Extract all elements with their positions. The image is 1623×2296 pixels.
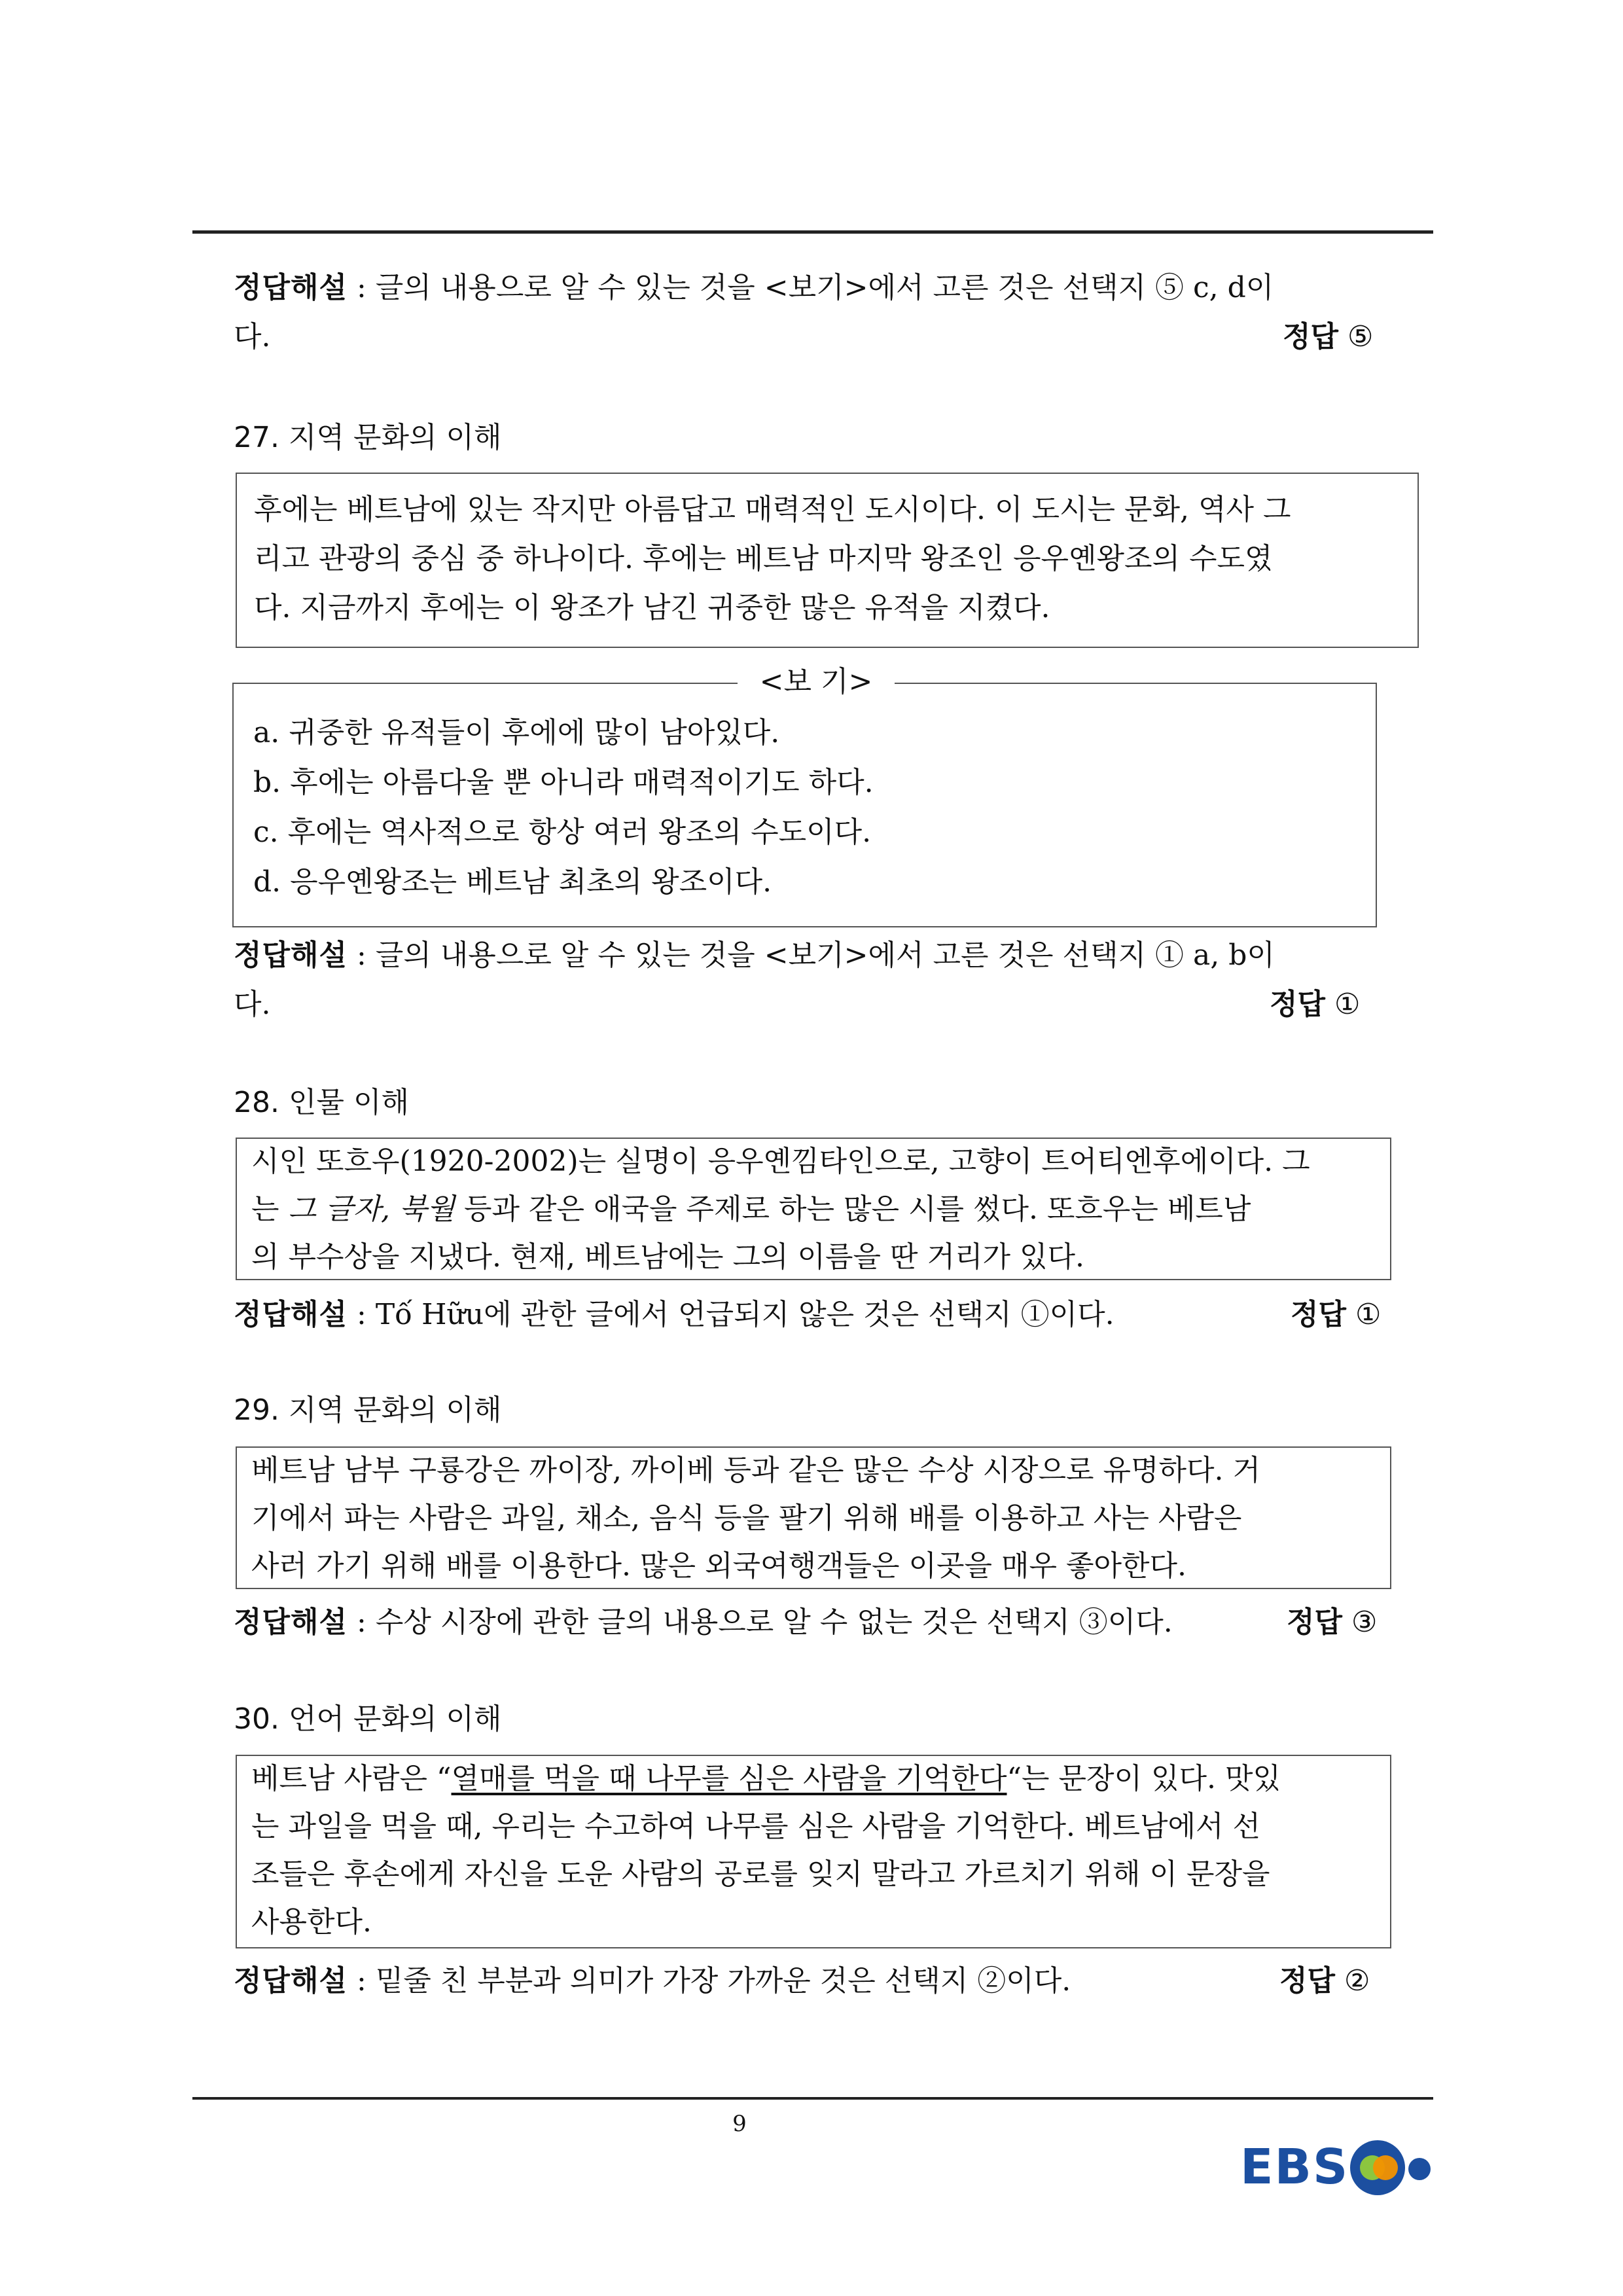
q29-passage-line: 사러 가기 위해 배를 이용한다. 많은 외국여행객들은 이곳을 매우 좋아한다. (251, 1549, 1186, 1583)
q30-passage-line: 베트남 사람은 “열매를 먹을 때 나무를 심은 사람을 기억한다“는 문장이 있다. 맛있 (251, 1762, 1281, 1795)
q27-passage-line: 다. 지금까지 후에는 이 왕조가 남긴 귀중한 많은 유적을 지켰다. (254, 591, 1050, 624)
bogi-option-c: c. 후에는 역사적으로 항상 여러 왕조의 수도이다. (253, 816, 872, 849)
bogi-option-d: d. 응우옌왕조는 베트남 최초의 왕조이다. (253, 865, 772, 899)
bogi-option-a: a. 귀중한 유적들이 후에에 많이 남아있다. (253, 716, 780, 749)
explanation-label: 정답해설 (234, 1605, 348, 1639)
underlined-proverb: 열매를 먹을 때 나무를 심은 사람을 기억한다 (451, 1762, 1007, 1795)
q28-passage-line: 의 부수상을 지냈다. 현재, 베트남에는 그의 이름을 딴 거리가 있다. (251, 1240, 1084, 1274)
bogi-option-b: b. 후에는 아름다울 뿐 아니라 매력적이기도 하다. (253, 766, 874, 799)
q29-explanation: 정답해설 : 수상 시장에 관한 글의 내용으로 알 수 없는 것은 선택지 ③이다. (234, 1605, 1173, 1639)
q27-bogi-box (232, 665, 1377, 927)
q29-passage-line: 베트남 남부 구룡강은 까이장, 까이베 등과 같은 많은 수상 시장으로 유명하다. 거 (251, 1454, 1260, 1487)
q28-answer: 정답 ① (1291, 1298, 1382, 1331)
explanation-label: 정답해설 (234, 1964, 348, 1998)
explanation-label: 정답해설 (234, 939, 348, 972)
ebs-logo (1240, 2135, 1456, 2200)
q27-answer: 정답 ① (1270, 988, 1361, 1021)
q30-passage-line: 사용한다. (251, 1905, 372, 1939)
q30-passage-box (236, 1755, 1391, 1948)
explanation-label: 정답해설 (234, 1298, 348, 1331)
q29-passage-box (236, 1446, 1391, 1589)
q26-answer: 정답 ⑤ (1283, 320, 1374, 353)
q30-title: 30. 언어 문화의 이해 (234, 1702, 502, 1736)
q29-answer: 정답 ③ (1287, 1605, 1378, 1639)
q28-passage-line: 시인 또흐우(1920-2002)는 실명이 응우옌낌타인으로, 고향이 트어티엔후에이다. 그 (251, 1145, 1310, 1178)
explanation-label: 정답해설 (234, 271, 348, 304)
poem-titles: 그 글자, 북월 (288, 1193, 455, 1226)
q28-title: 28. 인물 이해 (234, 1086, 409, 1119)
q26-explanation-line1: 정답해설 : 글의 내용으로 알 수 있는 것을 <보기>에서 고른 것은 선택지 ⑤ c, d이 (234, 271, 1274, 304)
page-number: 9 (732, 2111, 747, 2137)
q30-explanation: 정답해설 : 밑줄 친 부분과 의미가 가장 가까운 것은 선택지 ②이다. (234, 1964, 1071, 1998)
q27-passage-line: 후에는 베트남에 있는 작지만 아름답고 매력적인 도시이다. 이 도시는 문화, 역사 그 (254, 493, 1291, 526)
q27-passage-line: 리고 관광의 중심 중 하나이다. 후에는 베트남 마지막 왕조인 응우옌왕조의 수도였 (254, 542, 1273, 575)
q29-passage-line: 기에서 파는 사람은 과일, 채소, 음식 등을 팔기 위해 배를 이용하고 사는 사람은 (251, 1501, 1242, 1535)
q30-passage-line: 는 과일을 먹을 때, 우리는 수고하여 나무를 심은 사람을 기억한다. 베트남에서 선 (251, 1810, 1260, 1843)
q27-passage-box (236, 473, 1419, 648)
q28-passage-line: 는 그 글자, 북월 등과 같은 애국을 주제로 하는 많은 시를 썼다. 또흐우는 베트남 (251, 1193, 1251, 1226)
q27-explanation-line1: 정답해설 : 글의 내용으로 알 수 있는 것을 <보기>에서 고른 것은 선택지 ① a, b이 (234, 939, 1275, 972)
q27-title: 27. 지역 문화의 이해 (234, 421, 502, 454)
q26-explanation-line2: 다. (234, 320, 271, 353)
q30-answer: 정답 ② (1279, 1964, 1370, 1998)
ebs-logo-text: EBS (1240, 2139, 1349, 2195)
top-rule (192, 230, 1433, 234)
q30-passage-line: 조들은 후손에게 자신을 도운 사람의 공로를 잊지 말라고 가르치기 위해 이 문장을 (251, 1857, 1270, 1891)
bottom-rule (192, 2097, 1433, 2100)
ebs-logo-circles-icon (1346, 2135, 1451, 2200)
q27-explanation-line2: 다. (234, 988, 271, 1021)
q29-title: 29. 지역 문화의 이해 (234, 1393, 502, 1427)
q28-passage-box (236, 1138, 1391, 1280)
q28-explanation: 정답해설 : Tố Hữu에 관한 글에서 언급되지 않은 것은 선택지 ①이다. (234, 1298, 1115, 1331)
bogi-label: <보 기> (738, 664, 895, 700)
